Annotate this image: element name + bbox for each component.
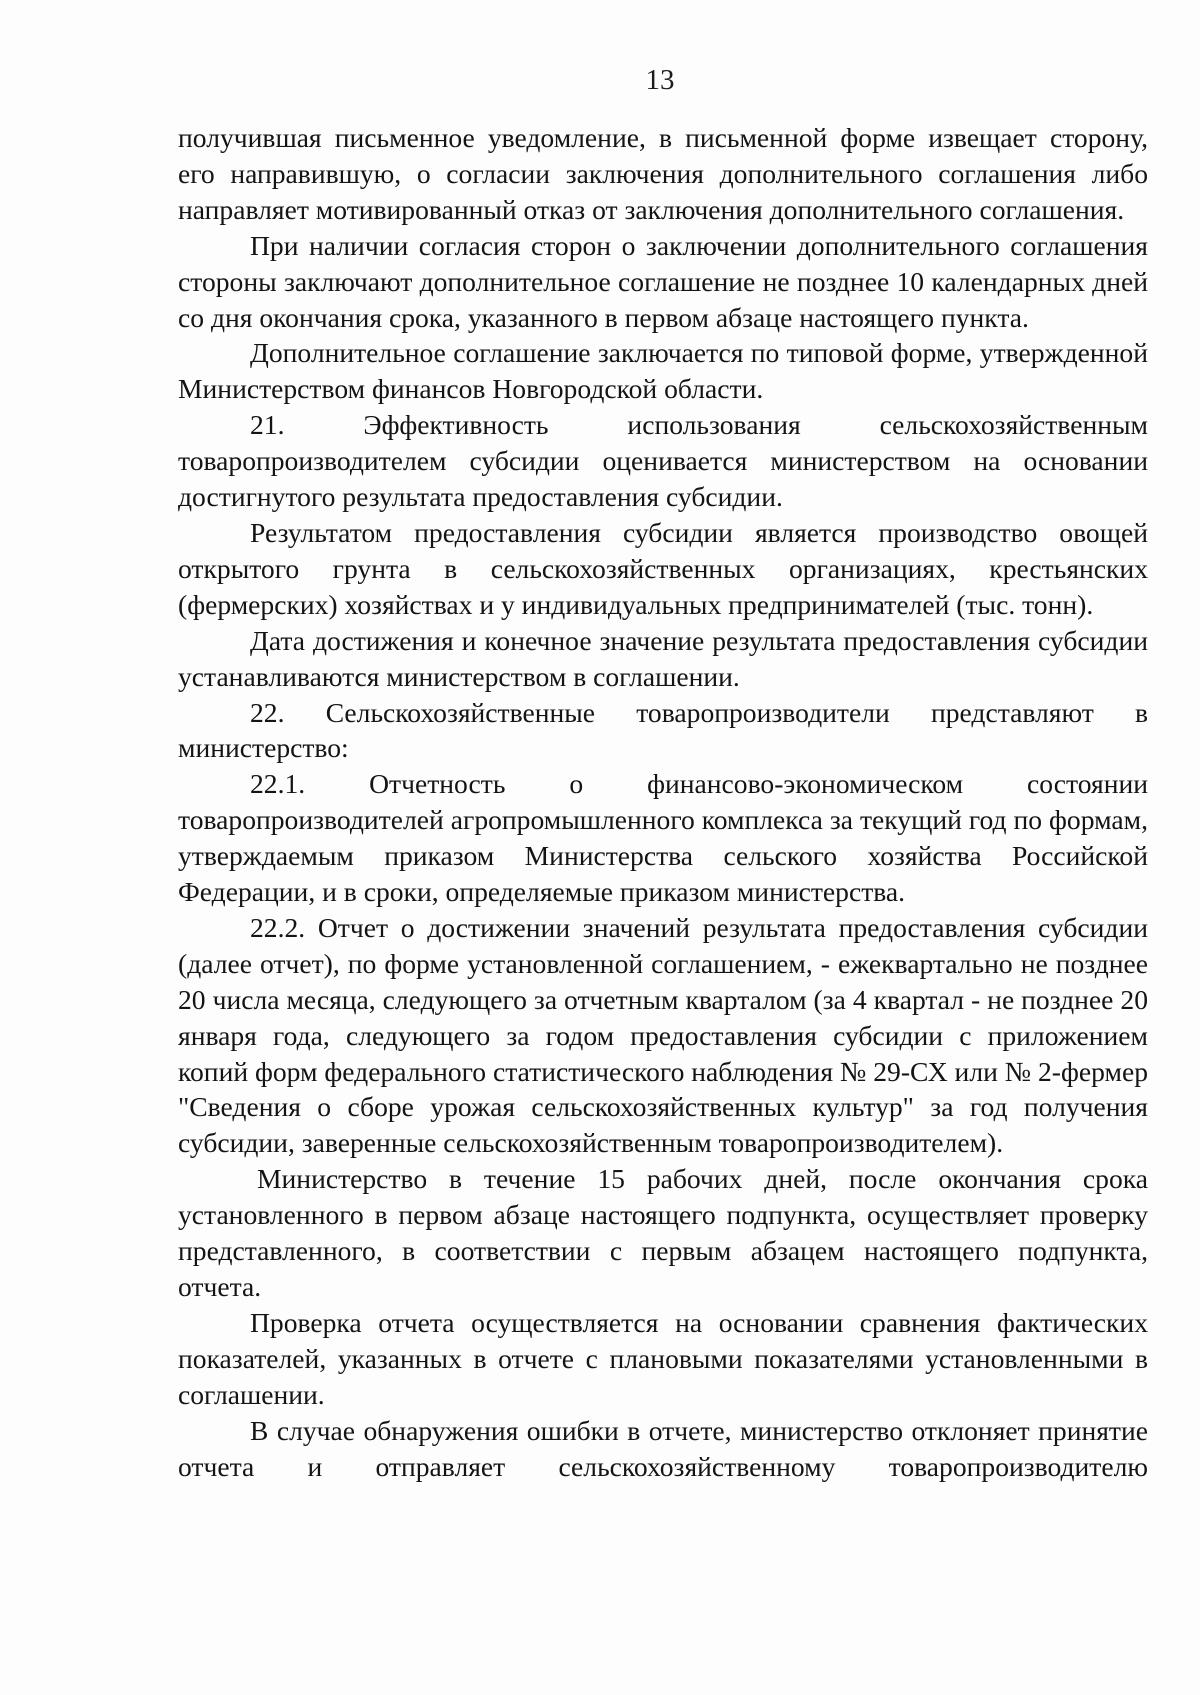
paragraph-result-date: Дата достижения и конечное значение результата предоставления субсидии устанавливаются министерством в соглашении. bbox=[178, 624, 1148, 692]
document-body bbox=[178, 120, 1148, 1484]
paragraph-22-1-financial-report: 22.1. Отчетность о финансово-экономическом состоянии товаропроизводителей агропромышленного комплекса за текущий год по формам, утверждаемым приказом Министерства сельского хозяйства Российской Федерации, и в сроки, определяемые приказом министерства. bbox=[178, 768, 1148, 908]
paragraph-ministry-check: Министерство в течение 15 рабочих дней, после окончания срока установленного в первом абзаце настоящего подпункта, осуществляет проверку представленного, в соответствии с первым абзацем настоящего подпункта, отчета. bbox=[178, 1163, 1148, 1302]
paragraph-21-efficiency: 21. Эффективность использования сельскохозяйственным товаропроизводителем субсидии оценивается министерством на основании достигнутого результата предоставления субсидии. bbox=[178, 409, 1148, 513]
paragraph-check-basis: Проверка отчета осуществляется на основании сравнения фактических показателей, указанных в отчете с плановыми показателями установленными в соглашении. bbox=[178, 1306, 1148, 1410]
paragraph-agreement-consent: При наличии согласия сторон о заключении дополнительного соглашения стороны заключают дополнительное соглашение не позднее 10 календарных дней со дня окончания срока, указанного в первом абзаце настоящего пункта. bbox=[178, 229, 1148, 333]
page-number: 13 bbox=[645, 64, 675, 96]
paragraph-22-reporting: 22. Сельскохозяйственные товаропроизводители представляют в министерство: bbox=[178, 696, 1148, 764]
paragraph-error-case: В случае обнаружения ошибки в отчете, министерство отклоняет принятие отчета и отправляет сельскохозяйственному товаропроизводителю bbox=[178, 1414, 1148, 1482]
paragraph-subsidy-result: Результатом предоставления субсидии является производство овощей открытого грунта в сельскохозяйственных организациях, крестьянских (фермерских) хозяйствах и у индивидуальных предпринимателей (тыс. тонн). bbox=[178, 516, 1148, 620]
paragraph-typical-form: Дополнительное соглашение заключается по типовой форме, утвержденной Министерством финансов Новгородской области. bbox=[178, 337, 1148, 405]
paragraph-continuation: получившая письменное уведомление, в письменной форме извещает сторону, его направившую, о согласии заключения дополнительного соглашения либо направляет мотивированный отказ от заключения дополнительного соглашения. bbox=[178, 122, 1148, 225]
paragraph-22-2-result-report: 22.2. Отчет о достижении значений результата предоставления субсидии (далее отчет), по форме установленной соглашением, - ежеквартально не позднее 20 числа месяца, следующего за отчетным кварталом (за 4 квартал - не позднее 20 января года, следующего за годом предоставления субсидии с приложением копий форм федерального статистического наблюдения № 29-СХ или № 2-фермер "Сведения о сборе урожая сельскохозяйственных культур" за год получения субсидии, заверенные сельскохозяйственным товаропроизводителем). bbox=[178, 911, 1148, 1159]
